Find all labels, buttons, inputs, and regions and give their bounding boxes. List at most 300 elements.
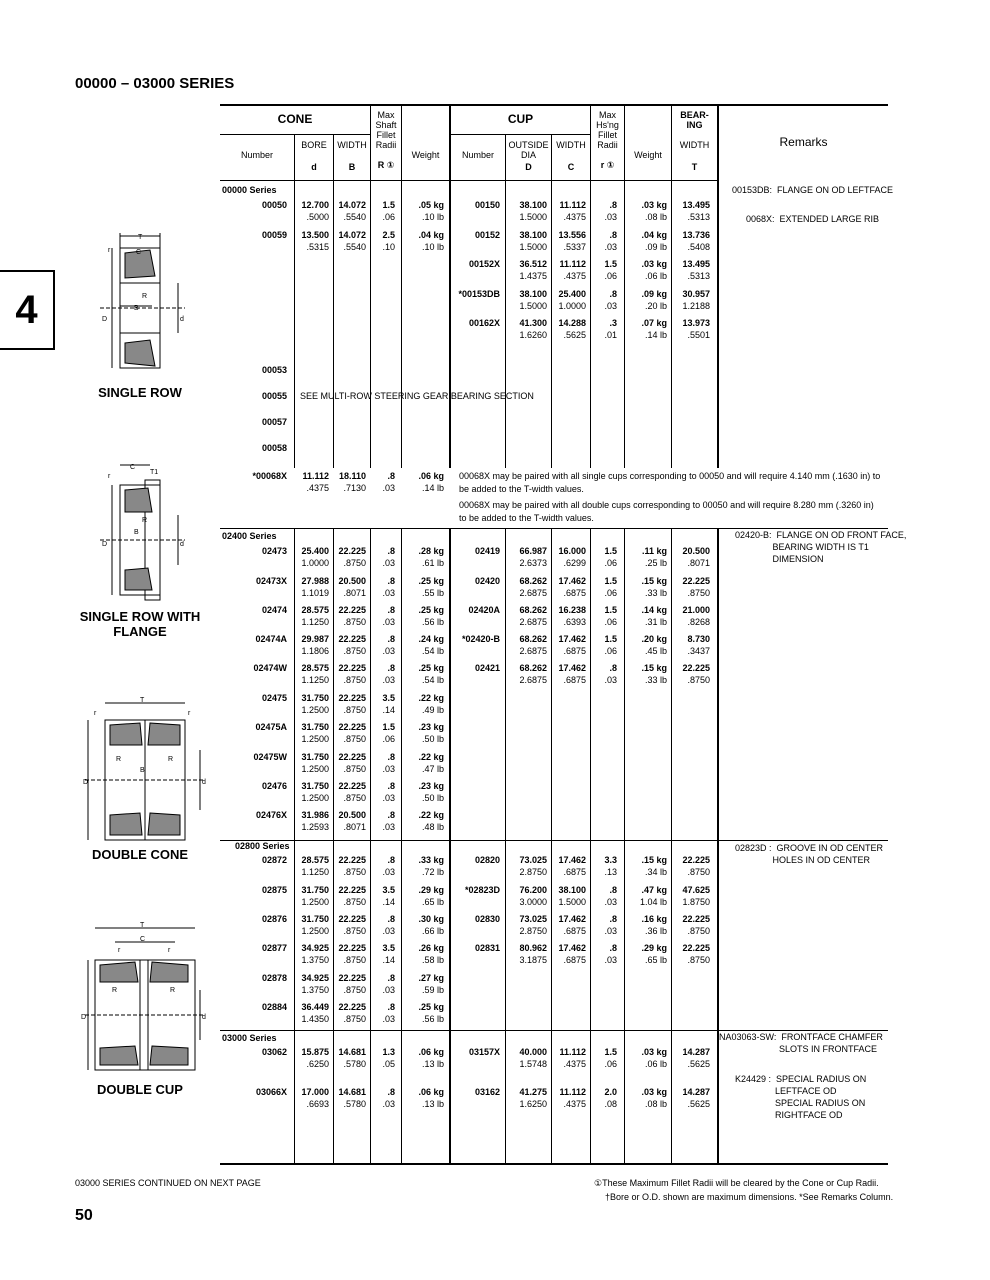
cup-fillet-radius-in: .03 — [604, 897, 617, 907]
cone-number: 00053 — [261, 365, 287, 375]
cone-weight: .06 kg — [418, 1087, 444, 1097]
cone-weight-lb: .58 lb — [421, 955, 444, 965]
cone-weight: .33 kg — [418, 855, 444, 865]
cup-weight: .29 kg — [641, 943, 667, 953]
cone-number: 03066X — [255, 1087, 287, 1097]
cup-width: 11.112 — [559, 259, 586, 269]
cup-fillet-radius: .8 — [609, 663, 617, 673]
cone-bore-in: .5000 — [306, 212, 329, 222]
cup-number: *00153DB — [458, 289, 500, 299]
cone-fillet-radius-in: .03 — [382, 1099, 395, 1109]
cup-width: 13.556 — [558, 230, 586, 240]
cone-weight: .25 kg — [418, 663, 444, 673]
svg-text:T1: T1 — [150, 469, 159, 476]
cone-fillet-radius-in: .03 — [382, 483, 395, 493]
header-bore-sym: d — [311, 162, 317, 172]
cone-width: 22.225 — [338, 943, 366, 953]
cup-outside-dia: 66.987 — [519, 546, 547, 556]
bearing-width-in: .5501 — [687, 330, 710, 340]
cone-fillet-radius: .8 — [387, 576, 395, 586]
cone-number: 00050 — [261, 200, 287, 210]
footnote: †Bore or O.D. shown are maximum dimensions. *See Remarks Column. — [605, 1192, 894, 1202]
cone-number: 02872 — [261, 855, 287, 865]
cup-fillet-radius-in: .06 — [604, 588, 617, 598]
cone-weight: .28 kg — [418, 546, 444, 556]
header-remarks: Remarks — [779, 135, 828, 149]
cup-width: 17.462 — [558, 663, 586, 673]
cup-fillet-radius: 1.5 — [604, 634, 617, 644]
cone-width-in: .8750 — [343, 734, 366, 744]
cone-weight: .23 kg — [418, 722, 444, 732]
cup-fillet-radius-in: .08 — [604, 1099, 617, 1109]
cone-weight: .05 kg — [418, 200, 444, 210]
cone-width-in: .8750 — [343, 764, 366, 774]
continued-note: 03000 SERIES CONTINUED ON NEXT PAGE — [75, 1178, 261, 1188]
cup-width: 25.400 — [558, 289, 586, 299]
svg-text:r: r — [168, 947, 171, 954]
remark: 00153DB: FLANGE ON OD LEFTFACE — [732, 185, 894, 195]
cup-width: 17.462 — [558, 943, 586, 953]
cup-outside-dia: 41.300 — [519, 318, 547, 328]
cone-fillet-radius: .8 — [387, 855, 395, 865]
cup-outside-dia-in: 1.6260 — [519, 330, 547, 340]
cone-fillet-radius: 1.3 — [382, 1047, 395, 1057]
cup-fillet-radius: 1.5 — [604, 605, 617, 615]
single-row-diagram — [90, 228, 200, 378]
cup-weight-lb: .08 lb — [644, 1099, 667, 1109]
cone-weight-lb: .47 lb — [421, 764, 444, 774]
cup-outside-dia-in: 1.5000 — [519, 212, 547, 222]
bearing-width-in: .5625 — [687, 1059, 710, 1069]
cup-outside-dia-in: 2.8750 — [519, 867, 547, 877]
cup-number: 02820 — [474, 855, 500, 865]
cone-weight-lb: .48 lb — [421, 822, 444, 832]
cup-width-in: .6875 — [563, 926, 586, 936]
bearing-width-in: .5408 — [687, 242, 710, 252]
svg-text:d: d — [180, 316, 184, 323]
cup-weight: .03 kg — [641, 1087, 667, 1097]
cone-width: 22.225 — [338, 546, 366, 556]
cup-number: 02420A — [468, 605, 500, 615]
header-outside-sym: D — [525, 162, 532, 172]
cup-width-in: .4375 — [563, 1059, 586, 1069]
bearing-width-in: .8268 — [687, 617, 710, 627]
cup-width-in: .6875 — [563, 588, 586, 598]
cone-fillet-radius-in: .03 — [382, 985, 395, 995]
cup-width: 17.462 — [558, 576, 586, 586]
cone-number: 02473X — [255, 576, 287, 586]
cup-outside-dia-in: 1.4375 — [519, 271, 547, 281]
cup-number: 00150 — [474, 200, 500, 210]
svg-text:d: d — [202, 779, 206, 786]
bearing-width: 13.973 — [682, 318, 710, 328]
cup-width-in: 1.5000 — [558, 897, 586, 907]
cone-weight: .23 kg — [418, 781, 444, 791]
cone-width-in: .5540 — [343, 212, 366, 222]
bearing-width: 21.000 — [682, 605, 710, 615]
cone-bore-in: 1.2500 — [301, 793, 329, 803]
cup-fillet-radius-in: .01 — [604, 330, 617, 340]
bearing-width: 14.287 — [682, 1087, 710, 1097]
cone-bore: 34.925 — [301, 973, 329, 983]
cup-fillet-radius: .8 — [609, 289, 617, 299]
cone-bore-in: 1.1806 — [301, 646, 329, 656]
cup-number: *02420-B — [461, 634, 500, 644]
cone-bore: 34.925 — [301, 943, 329, 953]
bearing-width-in: .8750 — [687, 867, 710, 877]
cone-weight-lb: .13 lb — [421, 1059, 444, 1069]
cone-number: 02474 — [261, 605, 287, 615]
cone-number: 02884 — [261, 1002, 287, 1012]
cup-width: 17.462 — [558, 914, 586, 924]
cup-weight-lb: .65 lb — [644, 955, 667, 965]
cup-number: 00162X — [468, 318, 500, 328]
bearing-width-in: .8750 — [687, 926, 710, 936]
cone-fillet-radius: .8 — [387, 810, 395, 820]
cone-fillet-radius-in: .03 — [382, 793, 395, 803]
cup-width-in: .4375 — [563, 212, 586, 222]
cone-width: 22.225 — [338, 663, 366, 673]
cup-outside-dia-in: 2.6875 — [519, 675, 547, 685]
cone-fillet-radius: .8 — [387, 663, 395, 673]
cone-number: 02878 — [261, 973, 287, 983]
cone-number: 03062 — [261, 1047, 287, 1057]
cone-width-in: .5780 — [343, 1059, 366, 1069]
cone-bore: 31.750 — [301, 722, 329, 732]
cone-weight-lb: .10 lb — [421, 212, 444, 222]
cup-fillet-radius: .8 — [609, 943, 617, 953]
cone-bore: 28.575 — [301, 663, 329, 673]
cup-fillet-radius: .8 — [609, 200, 617, 210]
cone-fillet-radius: .8 — [387, 1002, 395, 1012]
header-cone-number: Number — [240, 150, 273, 160]
svg-text:B: B — [140, 767, 145, 774]
svg-text:D: D — [83, 779, 89, 786]
header-bearing: BEAR- ING — [680, 110, 709, 130]
bearing-width-in: .5625 — [687, 1099, 710, 1109]
cone-fillet-radius-in: .14 — [382, 955, 395, 965]
page-title: 00000 – 03000 SERIES — [75, 75, 235, 92]
cone-width-in: .8071 — [343, 822, 366, 832]
cone-width: 22.225 — [338, 885, 366, 895]
svg-text:R: R — [142, 293, 148, 300]
cup-number: 03157X — [468, 1047, 500, 1057]
bearing-width-in: .5313 — [687, 212, 710, 222]
cone-bore-in: 1.1019 — [301, 588, 329, 598]
cone-width: 14.681 — [338, 1087, 366, 1097]
cup-fillet-radius-in: .06 — [604, 558, 617, 568]
bearing-width-in: 1.8750 — [682, 897, 710, 907]
cup-weight-lb: .06 lb — [644, 1059, 667, 1069]
cup-outside-dia: 38.100 — [519, 200, 547, 210]
cone-number: 02476 — [261, 781, 287, 791]
cone-weight-lb: .72 lb — [421, 867, 444, 877]
header-cup-width: WIDTH — [556, 140, 586, 150]
cone-width-in: .8750 — [343, 867, 366, 877]
bearing-width-in: .5313 — [687, 271, 710, 281]
cone-fillet-radius: 3.5 — [382, 885, 395, 895]
cone-weight-lb: .59 lb — [421, 985, 444, 995]
single-row-flange-diagram — [90, 460, 200, 610]
cone-width: 22.225 — [338, 752, 366, 762]
series-label: 00000 Series — [222, 185, 277, 195]
cup-width: 16.238 — [558, 605, 586, 615]
cone-bore: 17.000 — [301, 1087, 329, 1097]
bearing-width-in: 1.2188 — [682, 301, 710, 311]
bearing-width-in: .3437 — [687, 646, 710, 656]
cone-width-in: .8750 — [343, 1014, 366, 1024]
cup-outside-dia: 40.000 — [519, 1047, 547, 1057]
bearing-width-in: .8750 — [687, 588, 710, 598]
cup-width-in: .6875 — [563, 675, 586, 685]
cone-weight-lb: .56 lb — [421, 1014, 444, 1024]
cup-weight: .03 kg — [641, 259, 667, 269]
cone-fillet-radius-in: .03 — [382, 558, 395, 568]
cup-fillet-radius: 1.5 — [604, 546, 617, 556]
cup-number: 03162 — [474, 1087, 500, 1097]
cup-outside-dia-in: 1.5000 — [519, 242, 547, 252]
cup-fillet-radius-in: .03 — [604, 212, 617, 222]
header-width-sym: B — [348, 162, 356, 172]
cone-weight: .26 kg — [418, 943, 444, 953]
cone-weight-lb: .50 lb — [421, 734, 444, 744]
cup-number: 02421 — [474, 663, 500, 673]
cup-weight: .47 kg — [641, 885, 667, 895]
cone-fillet-radius-in: .03 — [382, 646, 395, 656]
bearing-width: 8.730 — [687, 634, 710, 644]
cup-fillet-radius-in: .03 — [604, 675, 617, 685]
cup-outside-dia-in: 1.5000 — [519, 301, 547, 311]
cone-weight: .29 kg — [418, 885, 444, 895]
header-max-shaft: Max Shaft Fillet Radii — [375, 110, 397, 150]
cone-weight-lb: .54 lb — [421, 646, 444, 656]
cone-weight: .22 kg — [418, 810, 444, 820]
remark: 02823D : GROOVE IN OD CENTER HOLES IN OD CENTER — [735, 843, 884, 865]
cone-bore-in: 1.2500 — [301, 897, 329, 907]
cone-fillet-radius-in: .03 — [382, 675, 395, 685]
cone-number: 00057 — [261, 417, 287, 427]
header-max-hsng: Max Hs'ng Fillet Radii — [596, 110, 619, 150]
cup-weight-lb: .36 lb — [644, 926, 667, 936]
svg-text:B: B — [134, 529, 139, 536]
cone-weight: .22 kg — [418, 693, 444, 703]
cone-fillet-radius: .8 — [387, 752, 395, 762]
bearing-width: 22.225 — [682, 855, 710, 865]
bearing-width: 22.225 — [682, 663, 710, 673]
cup-fillet-radius-in: .06 — [604, 646, 617, 656]
cone-width: 14.681 — [338, 1047, 366, 1057]
svg-text:R: R — [142, 517, 148, 524]
cup-fillet-radius: .8 — [609, 885, 617, 895]
cup-width-in: .5337 — [563, 242, 586, 252]
bearing-width: 13.495 — [682, 259, 710, 269]
cone-weight: .22 kg — [418, 752, 444, 762]
cup-number: 02831 — [474, 943, 500, 953]
cone-weight: .25 kg — [418, 576, 444, 586]
remark: NA03063-SW: FRONTFACE CHAMFER SLOTS IN FRONTFACE — [719, 1032, 883, 1054]
cone-bore: 27.988 — [301, 576, 329, 586]
cup-weight: .14 kg — [641, 605, 667, 615]
svg-text:d: d — [180, 541, 184, 548]
cone-bore-in: 1.2593 — [301, 822, 329, 832]
bearing-width: 22.225 — [682, 943, 710, 953]
cup-width-in: .4375 — [563, 271, 586, 281]
cup-fillet-radius-in: .06 — [604, 617, 617, 627]
cup-width: 38.100 — [558, 885, 586, 895]
cup-number: 02420 — [474, 576, 500, 586]
cone-number: 00058 — [261, 443, 287, 453]
cup-width: 17.462 — [558, 855, 586, 865]
svg-text:r: r — [188, 710, 191, 717]
cone-number: 02876 — [261, 914, 287, 924]
svg-text:R: R — [116, 756, 122, 763]
cone-fillet-radius-in: .10 — [382, 242, 395, 252]
cup-weight: .16 kg — [641, 914, 667, 924]
cone-number: 02475 — [261, 693, 287, 703]
cup-fillet-radius: 3.3 — [604, 855, 617, 865]
bearing-width-in: .8750 — [687, 675, 710, 685]
cup-width: 11.112 — [559, 1047, 586, 1057]
cone-fillet-radius-in: .14 — [382, 897, 395, 907]
cup-number: 02419 — [474, 546, 500, 556]
cup-fillet-radius: .8 — [609, 230, 617, 240]
svg-text:r: r — [108, 473, 111, 480]
cone-fillet-radius-in: .14 — [382, 705, 395, 715]
cone-width: 22.225 — [338, 914, 366, 924]
cone-fillet-radius-in: .06 — [382, 212, 395, 222]
cup-width: 14.288 — [558, 318, 586, 328]
bearing-width: 30.957 — [682, 289, 710, 299]
figure-label-double-cup: DOUBLE CUP — [97, 1082, 183, 1097]
cup-fillet-radius-in: .06 — [604, 271, 617, 281]
cone-number: 02475W — [253, 752, 287, 762]
cone-fillet-radius-in: .05 — [382, 1059, 395, 1069]
bearing-width: 13.495 — [682, 200, 710, 210]
svg-text:r: r — [108, 247, 111, 254]
cup-outside-dia-in: 2.6875 — [519, 646, 547, 656]
header-bore: BORE — [301, 140, 327, 150]
cone-fillet-radius: 1.5 — [382, 722, 395, 732]
page-number: 50 — [75, 1207, 93, 1224]
cup-outside-dia-in: 2.6875 — [519, 617, 547, 627]
cup-weight-lb: .08 lb — [644, 212, 667, 222]
svg-text:D: D — [81, 1014, 87, 1021]
header-weight: Weight — [411, 150, 440, 160]
cone-weight: .06 kg — [418, 1047, 444, 1057]
svg-text:C: C — [140, 936, 146, 943]
cup-width: 16.000 — [558, 546, 586, 556]
double-cone-diagram — [80, 695, 210, 845]
cup-width-in: .6875 — [563, 646, 586, 656]
cup-width: 11.112 — [559, 1087, 586, 1097]
header-cone: CONE — [277, 112, 313, 126]
cone-width: 22.225 — [338, 1002, 366, 1012]
cone-bore: 11.112 — [302, 471, 329, 481]
cup-number: 00152X — [468, 259, 500, 269]
svg-text:d: d — [202, 1014, 206, 1021]
cup-fillet-radius: .3 — [609, 318, 617, 328]
cone-bore: 29.987 — [301, 634, 329, 644]
cup-fillet-radius-in: .03 — [604, 955, 617, 965]
svg-text:R: R — [112, 987, 118, 994]
bearing-width-in: .8750 — [687, 955, 710, 965]
cone-weight-lb: .10 lb — [421, 242, 444, 252]
cone-weight: .30 kg — [418, 914, 444, 924]
cup-outside-dia-in: 1.5748 — [519, 1059, 547, 1069]
remark: 02420-B: FLANGE ON OD FRONT FACE, BEARING WIDTH IS T1 DIMENSION — [735, 530, 907, 564]
svg-text:T: T — [140, 922, 145, 929]
cone-width-in: .8071 — [343, 588, 366, 598]
cone-fillet-radius-in: .03 — [382, 617, 395, 627]
figure-label-single-row-flange: SINGLE ROW WITH FLANGE — [79, 609, 201, 639]
footnote: ①These Maximum Fillet Radii will be cleared by the Cone or Cup Radii. — [594, 1178, 879, 1188]
cone-fillet-radius-in: .03 — [382, 764, 395, 774]
cone-fillet-radius: .8 — [387, 471, 395, 481]
header-cup-number: Number — [461, 150, 494, 160]
cone-fillet-radius: 2.5 — [382, 230, 395, 240]
cone-bore-in: 1.2500 — [301, 764, 329, 774]
cone-number: 00055 — [261, 391, 287, 401]
cup-weight: .11 kg — [641, 546, 667, 556]
cup-outside-dia-in: 3.0000 — [519, 897, 547, 907]
cone-bore-in: 1.3750 — [301, 955, 329, 965]
cone-width: 18.110 — [338, 471, 366, 481]
cone-weight-lb: .54 lb — [421, 675, 444, 685]
svg-text:r: r — [118, 947, 121, 954]
cone-width: 22.225 — [338, 781, 366, 791]
cup-weight: .04 kg — [641, 230, 667, 240]
bearing-width: 14.287 — [682, 1047, 710, 1057]
cup-outside-dia: 73.025 — [519, 914, 547, 924]
cup-fillet-radius: 1.5 — [604, 1047, 617, 1057]
cone-bore-in: .6250 — [306, 1059, 329, 1069]
cone-weight-lb: .13 lb — [421, 1099, 444, 1109]
cup-fillet-radius: 1.5 — [604, 259, 617, 269]
cup-fillet-radius-in: .03 — [604, 242, 617, 252]
header-bearing-width-sym: T — [691, 162, 698, 172]
cup-weight: .20 kg — [641, 634, 667, 644]
cone-number: 02474A — [255, 634, 287, 644]
cone-bore: 25.400 — [301, 546, 329, 556]
cup-fillet-radius-in: .03 — [604, 301, 617, 311]
bearing-width: 13.736 — [682, 230, 710, 240]
cup-outside-dia: 36.512 — [519, 259, 547, 269]
cone-weight: .04 kg — [418, 230, 444, 240]
cup-outside-dia: 38.100 — [519, 289, 547, 299]
cone-width: 14.072 — [338, 200, 366, 210]
cone-bore: 31.750 — [301, 693, 329, 703]
cone-weight-lb: .55 lb — [421, 588, 444, 598]
bearing-width: 22.225 — [682, 914, 710, 924]
cup-weight: .07 kg — [641, 318, 667, 328]
header-width: WIDTH — [337, 140, 367, 150]
svg-text:B: B — [134, 305, 139, 312]
cone-width-in: .5780 — [343, 1099, 366, 1109]
cup-width-in: .5625 — [563, 330, 586, 340]
cone-number: *00068X — [252, 471, 287, 481]
cup-outside-dia: 73.025 — [519, 855, 547, 865]
cone-bore-in: 1.4350 — [301, 1014, 329, 1024]
svg-text:T: T — [140, 697, 145, 704]
svg-text:C: C — [136, 249, 142, 256]
header-cup-width-sym: C — [567, 162, 575, 172]
cone-fillet-radius-in: .03 — [382, 926, 395, 936]
cup-outside-dia: 41.275 — [519, 1087, 547, 1097]
series-label: 02400 Series — [222, 531, 277, 541]
cone-weight: .25 kg — [418, 605, 444, 615]
cone-weight-lb: .65 lb — [421, 897, 444, 907]
section-tab: 4 — [0, 270, 55, 350]
